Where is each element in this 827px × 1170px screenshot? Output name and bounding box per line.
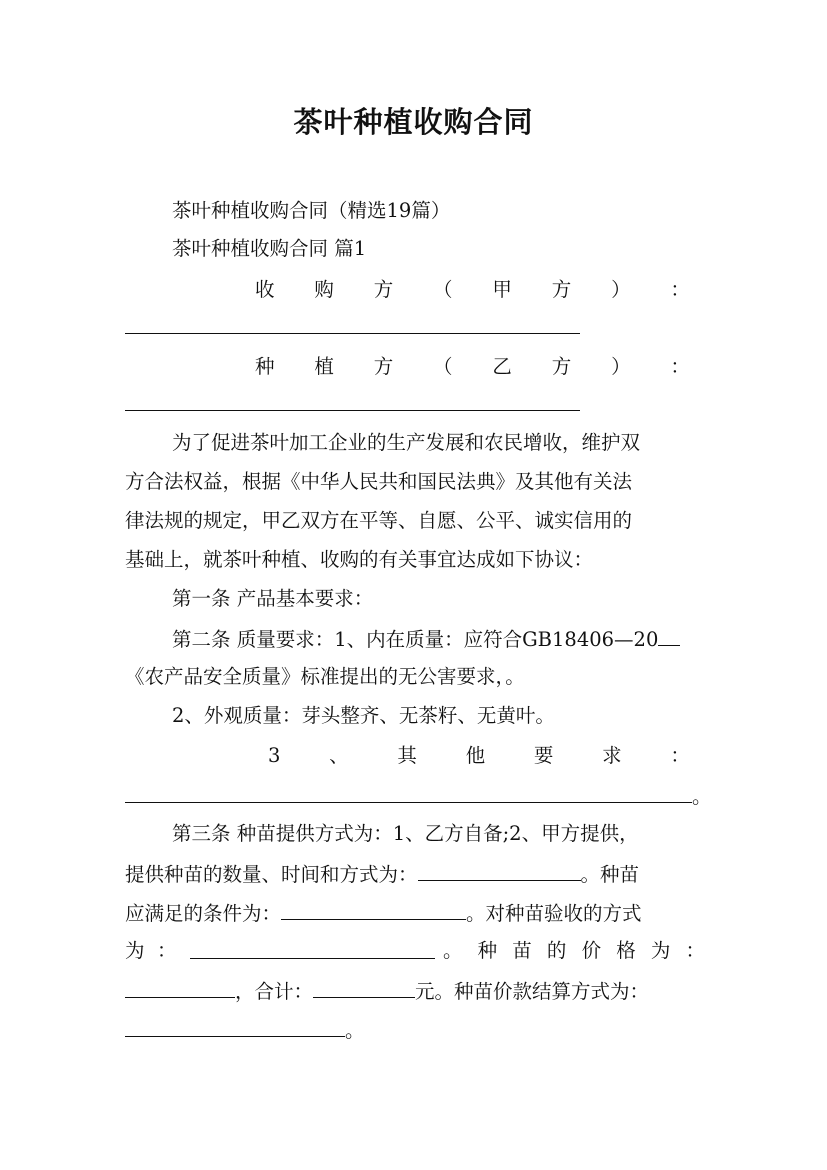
buyer-label: 收 购 方 （ 甲 方 ） ： <box>255 278 690 301</box>
section-heading: 茶叶种植收购合同 篇1 <box>172 237 367 260</box>
total-blank <box>313 977 415 998</box>
article-3: 第三条 种苗提供方式为：1、乙方自备;2、甲方提供， <box>172 822 639 845</box>
document-subtitle: 茶叶种植收购合同（精选19篇） <box>172 199 451 222</box>
article-2-quality: 第二条 质量要求：1、内在质量：应符合GB18406—20 <box>172 625 705 653</box>
article-1: 第一条 产品基本要求： <box>172 587 374 610</box>
article-3-line: 提供种苗的数量、时间和方式为： 。种苗 <box>125 860 705 888</box>
other-requirements-blank-line: 。 <box>125 782 705 810</box>
planter-label: 种 植 方 （ 乙 方 ） ： <box>255 355 690 378</box>
article-2-appearance: 2、外观质量：芽头整齐、无茶籽、无黄叶。 <box>172 704 555 727</box>
article-3-line: ，合计： 元。种苗价款结算方式为： <box>125 977 705 1005</box>
document-title: 茶叶种植收购合同 <box>293 105 534 139</box>
year-blank <box>658 625 680 646</box>
seedling-price-blank <box>125 977 235 998</box>
document-page: 茶叶种植收购合同 茶叶种植收购合同（精选19篇） 茶叶种植收购合同 篇1 收 购 方 （ 甲 方 ） ： 种 植 方 （ 乙 方 ） ： 为了促进茶叶加工企业的生产发展和农民增收，维护双 方合法权益，根据《中华人民共和国民法典》及其他有关法 律法规的规定，甲乙双方在平等、自愿、公平、诚实信用的 基础上，就茶叶种植、收购的有关事宜达成如下协议： 第一条 产品基本要求： 第二条 质量要求：1、内在质量：应符合GB18406—20 《农产品安全质量》标准提出的无公害要求，。 2、外观质量：芽头整齐、无茶籽、无黄叶。 3 、 其 他 要 求 ： 。 第三条 种苗提供方式为：1、乙方自备;2、甲方提供， 提供种苗的数量、时间和方式为： 。种苗 应满足的条件为： 。对种苗验收的方式 为 ： 。 种 苗 的 价 格 为 ： ，合计： 元。种苗价款结算方式为： 。 <box>0 0 827 1170</box>
acceptance-method-blank <box>190 938 435 959</box>
planter-blank <box>125 410 580 411</box>
seedling-condition-blank <box>281 899 466 920</box>
intro-line: 为了促进茶叶加工企业的生产发展和农民增收，维护双 <box>172 431 641 454</box>
article-3-line: 。 <box>125 1016 705 1044</box>
intro-line: 基础上，就茶叶种植、收购的有关事宜达成如下协议： <box>125 548 594 571</box>
intro-line: 方合法权益，根据《中华人民共和国民法典》及其他有关法 <box>125 470 633 493</box>
settlement-method-blank <box>125 1016 345 1037</box>
other-requirements-blank <box>125 782 692 803</box>
article-3-line: 应满足的条件为： 。对种苗验收的方式 <box>125 899 705 927</box>
intro-line: 律法规的规定，甲乙双方在平等、自愿、公平、诚实信用的 <box>125 509 633 532</box>
seedling-quantity-blank <box>418 860 581 881</box>
buyer-blank <box>125 333 580 334</box>
other-requirements-label: 3 、 其 他 要 求 ： <box>268 744 690 767</box>
article-2-standard: 《农产品安全质量》标准提出的无公害要求，。 <box>125 665 525 688</box>
